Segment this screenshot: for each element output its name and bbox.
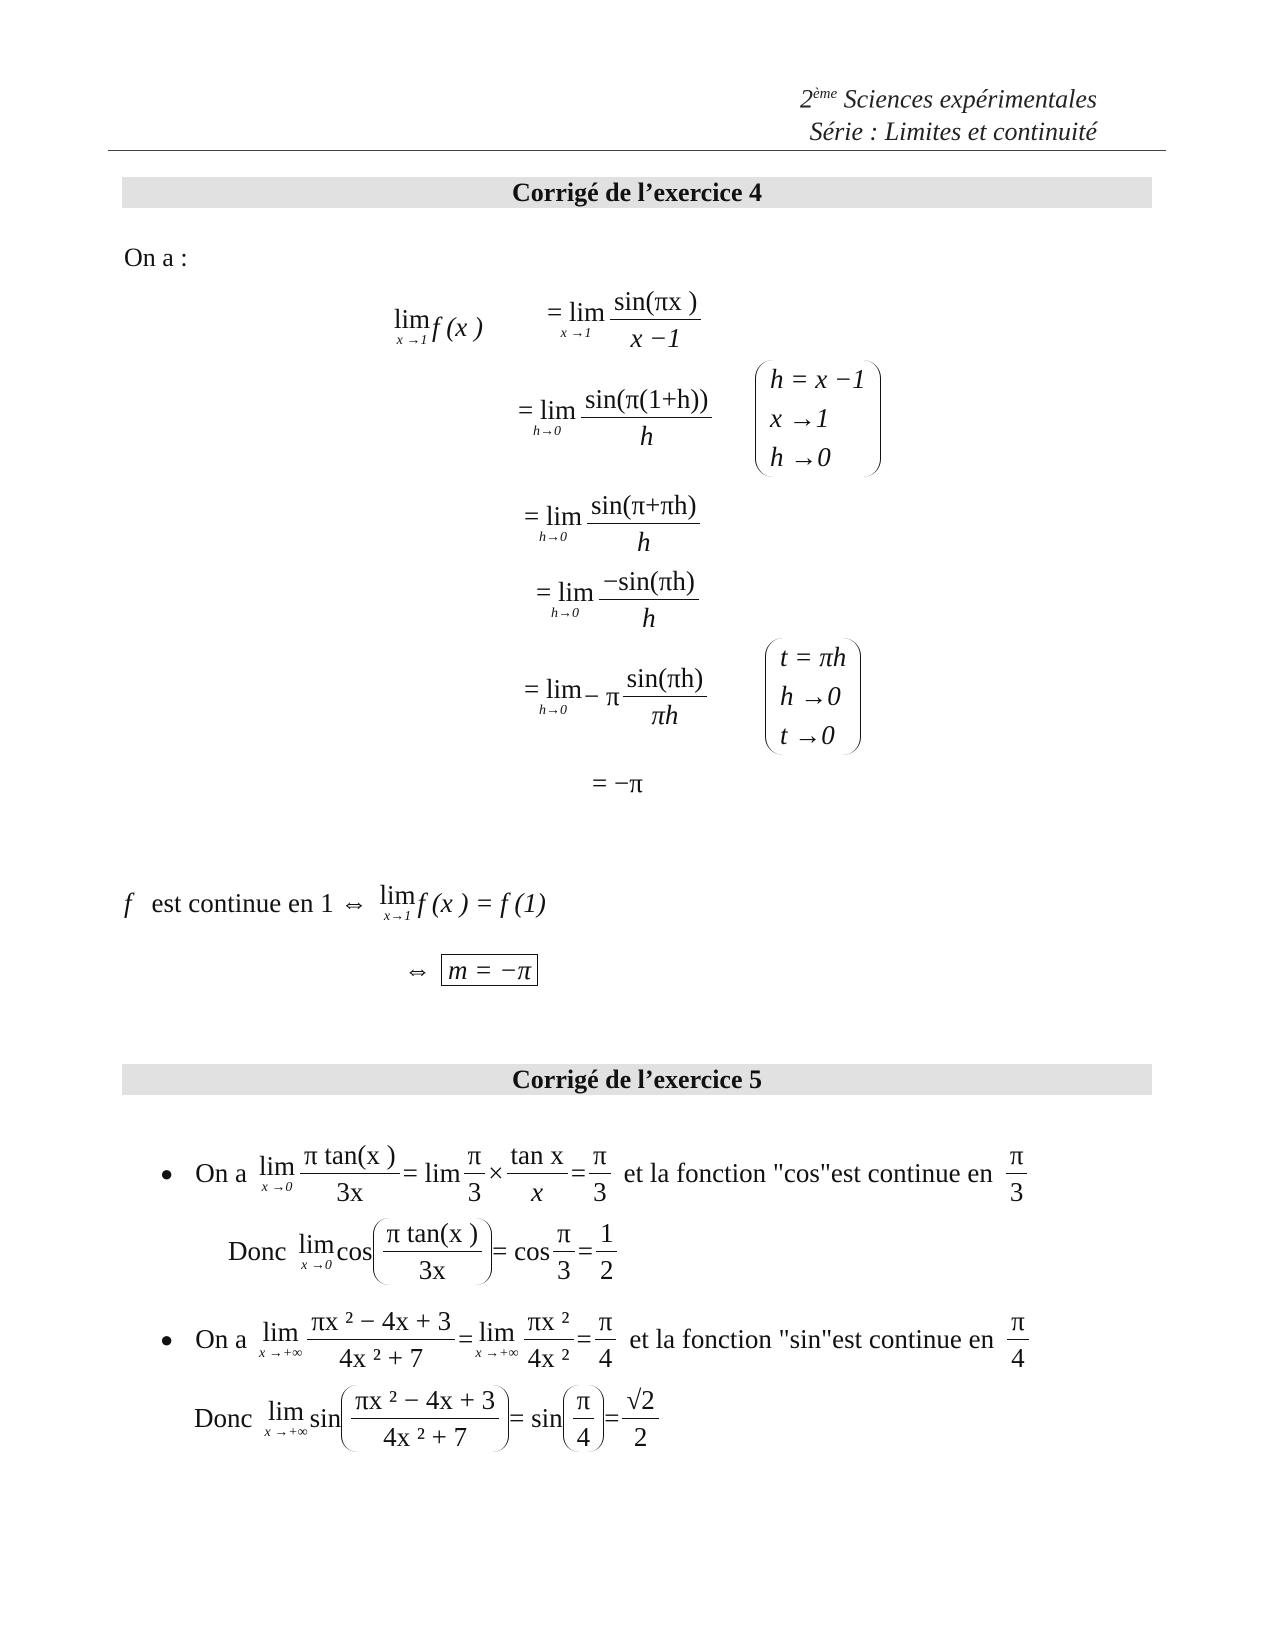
exercise-5-title: Corrigé de l’exercice 5 bbox=[122, 1064, 1152, 1095]
bullet-1: ● On a lim x →0 $\frac{\text{π tan(x )}}{3x}$ = lim $\frac{\pi}{3}$ × $\frac{\text{tan x}}{x}$ = $\frac{\pi}{3}$ et la fonction "cos"est continue en π 3 bbox=[160, 1140, 1030, 1207]
limit-lhs: lim x →1 f (x ) bbox=[394, 304, 483, 348]
step-2: = lim h→0 sin(π(1+h)) h bbox=[516, 384, 715, 451]
intro-text: On a : bbox=[124, 243, 188, 272]
level-label: 2ème Sciences expérimentales bbox=[799, 84, 1097, 114]
continuity-condition: f est continue en 1 ⇔ lim x→1 f (x ) = f (1) bbox=[124, 880, 546, 924]
substitution-1: h = x −1 x →1 h →0 bbox=[755, 360, 881, 477]
substitution-2: t = πh h →0 t →0 bbox=[765, 638, 861, 755]
page-header bbox=[800, 78, 1097, 148]
step-5: = lim h→0 − π sin(πh) πh bbox=[522, 663, 710, 730]
bullet-2: ● On a lim x →+∞ $\frac{\text{πx ² − 4x + 3}}{\text{4x ² + 7}}$ = lim x →+∞ $\frac{\text{πx ²}}{\text{4x ²}}$ = $\frac{\pi}{4}$ et la fonction "sin"est continue en π 4 bbox=[160, 1306, 1032, 1373]
answer-box: m = −π bbox=[441, 954, 538, 986]
final-answer: ⇔ m = −π bbox=[404, 954, 538, 986]
conclusion-2: Donc lim x →+∞ sin πx ² − 4x + 3 4x ² + 7 = sin π 4 = $\frac{√2}{2}$ bbox=[194, 1385, 662, 1452]
step-4: = lim h→0 −sin(πh) h bbox=[534, 566, 702, 633]
exercise-4-title: Corrigé de l’exercice 4 bbox=[122, 177, 1152, 208]
header-rule bbox=[108, 150, 1166, 151]
step-result: = −π bbox=[592, 768, 643, 798]
serie-label: Série : Limites et continuité bbox=[809, 116, 1097, 146]
conclusion-1: Donc lim x →0 cos π tan(x ) 3x = cos $\frac{\pi}{3}$ = $\frac{1}{2}$ bbox=[228, 1218, 620, 1285]
step-1: = lim x →1 sin(πx ) x −1 bbox=[545, 286, 704, 353]
step-3: = lim h→0 sin(π+πh) h bbox=[522, 490, 703, 557]
